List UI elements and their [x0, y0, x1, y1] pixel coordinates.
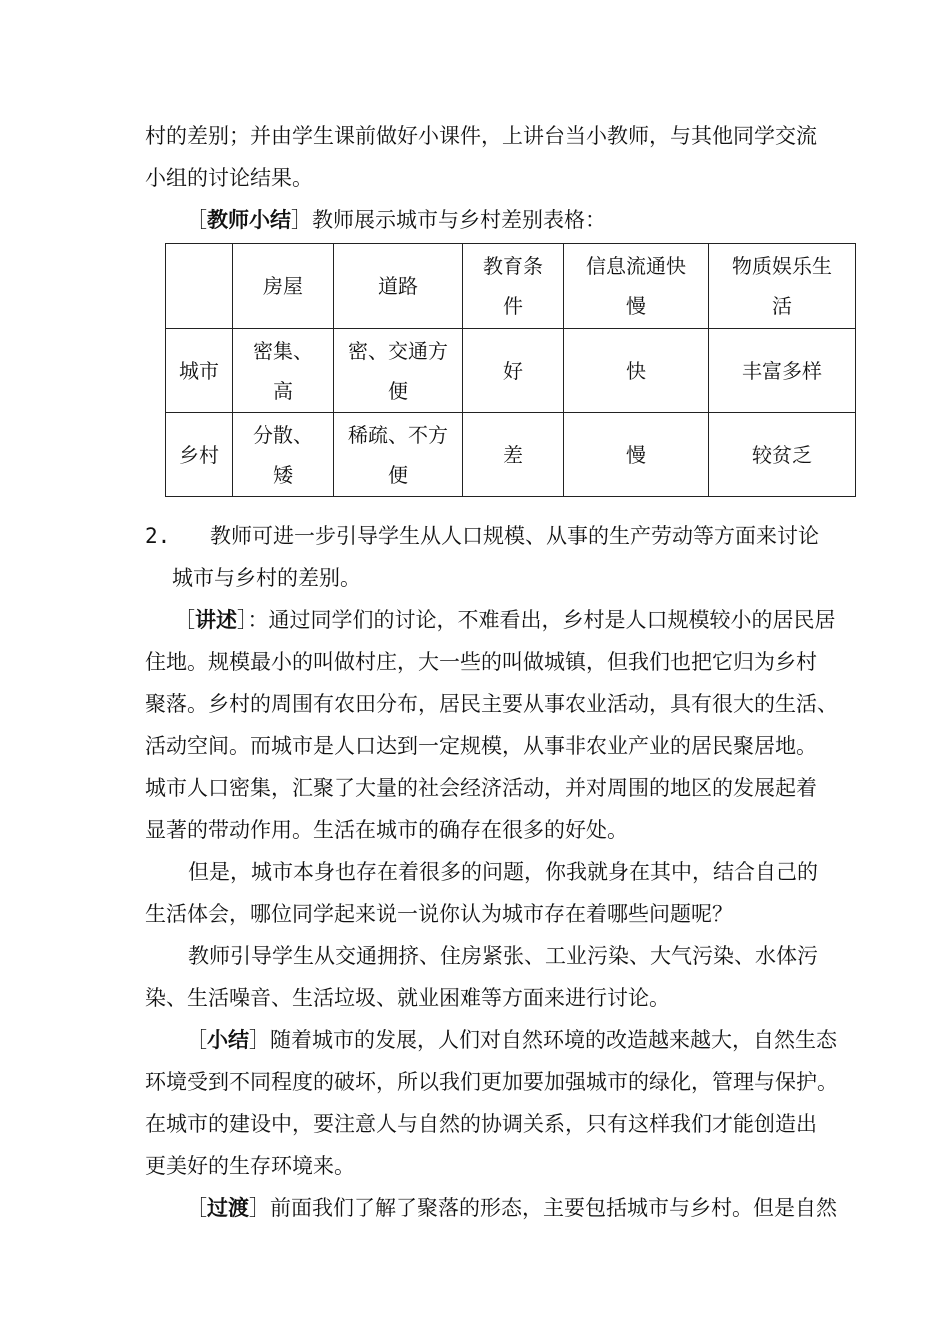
table-header-cell: 房屋 — [233, 244, 334, 329]
paragraph-line: 聚落。乡村的周围有农田分布，居民主要从事农业活动，具有很大的生活、 — [145, 692, 838, 716]
table-cell: 分散、 矮 — [233, 413, 334, 497]
section-tag-transition: 过渡 — [207, 1196, 249, 1220]
paragraph-line: 染、生活噪音、生活垃圾、就业困难等方面来进行讨论。 — [145, 986, 670, 1010]
section-tag-teacher-summary: 教师小结 — [207, 208, 291, 232]
paragraph-line: 教师引导学生从交通拥挤、住房紧张、工业污染、大气污染、水体污 — [188, 944, 818, 968]
paragraph-line: 在城市的建设中，要注意人与自然的协调关系，只有这样我们才能创造出 — [145, 1112, 817, 1136]
bracket-close: ］ — [249, 1028, 270, 1052]
bracket-open: ［ — [186, 208, 207, 232]
table-cell: 乡村 — [166, 413, 233, 497]
summary-line — [186, 1025, 837, 1055]
paragraph-line: 小组的讨论结果。 — [145, 166, 313, 190]
table-cell: 好 — [463, 329, 564, 413]
table-cell: 稀疏、不方 便 — [334, 413, 463, 497]
paragraph-line: 但是，城市本身也存在着很多的问题，你我就身在其中，结合自己的 — [188, 860, 818, 884]
transition-line — [186, 1193, 837, 1223]
table-cell: 城市 — [166, 329, 233, 413]
paragraph-text: 前面我们了解了聚落的形态，主要包括城市与乡村。但是自然 — [270, 1196, 837, 1220]
paragraph-line: 环境受到不同程度的破坏，所以我们更加要加强城市的绿化，管理与保护。 — [145, 1070, 838, 1094]
table-cell: 丰富多样 — [709, 329, 856, 413]
paragraph-line: 村的差别；并由学生课前做好小课件，上讲台当小教师，与其他同学交流 — [145, 124, 817, 148]
bracket-open: ［ — [186, 1196, 207, 1220]
table-header-cell: 物质娱乐生 活 — [709, 244, 856, 329]
bracket-open: ［ — [186, 1028, 207, 1052]
table-cell: 密、交通方 便 — [334, 329, 463, 413]
paragraph-text: 教师展示城市与乡村差别表格： — [312, 208, 606, 232]
city-village-comparison-table — [165, 243, 856, 497]
table-cell: 慢 — [564, 413, 709, 497]
table-header-cell — [166, 244, 233, 329]
table-row-village — [166, 413, 856, 497]
table-header-cell: 道路 — [334, 244, 463, 329]
paragraph-line: 住地。规模最小的叫做村庄，大一些的叫做城镇，但我们也把它归为乡村 — [145, 650, 817, 674]
paragraph-line: 显著的带动作用。生活在城市的确存在很多的好处。 — [145, 818, 628, 842]
table-header-cell: 信息流通快 慢 — [564, 244, 709, 329]
bracket-close: ］ — [237, 608, 248, 632]
bracket-close: ］ — [249, 1196, 270, 1220]
paragraph-line: 生活体会，哪位同学起来说一说你认为城市存在着哪些问题呢？ — [145, 902, 733, 926]
paragraph-line: 城市人口密集，汇聚了大量的社会经济活动，并对周围的地区的发展起着 — [145, 776, 817, 800]
paragraph-line: 活动空间。而城市是人口达到一定规模，从事非农业产业的居民聚居地。 — [145, 734, 817, 758]
lecture-line — [174, 605, 836, 635]
table-cell: 差 — [463, 413, 564, 497]
bracket-close: ］ — [291, 208, 312, 232]
paragraph-line: 教师可进一步引导学生从人口规模、从事的生产劳动等方面来讨论 — [210, 524, 819, 548]
table-row-city — [166, 329, 856, 413]
paragraph-line: 城市与乡村的差别。 — [172, 566, 361, 590]
table-cell: 快 — [564, 329, 709, 413]
table-cell: 密集、 高 — [233, 329, 334, 413]
paragraph-line: 更美好的生存环境来。 — [145, 1154, 355, 1178]
table-cell: 较贫乏 — [709, 413, 856, 497]
paragraph-text: 随着城市的发展，人们对自然环境的改造越来越大，自然生态 — [270, 1028, 837, 1052]
section-tag-summary: 小结 — [207, 1028, 249, 1052]
bracket-open: ［ — [174, 608, 195, 632]
section-tag-lecture: 讲述 — [195, 608, 237, 632]
list-number: 2. — [145, 524, 171, 548]
table-header-row — [166, 244, 856, 329]
paragraph-text: ：通过同学们的讨论，不难看出，乡村是人口规模较小的居民居 — [247, 608, 836, 632]
teacher-summary-line — [186, 205, 606, 235]
table-header-cell: 教育条 件 — [463, 244, 564, 329]
